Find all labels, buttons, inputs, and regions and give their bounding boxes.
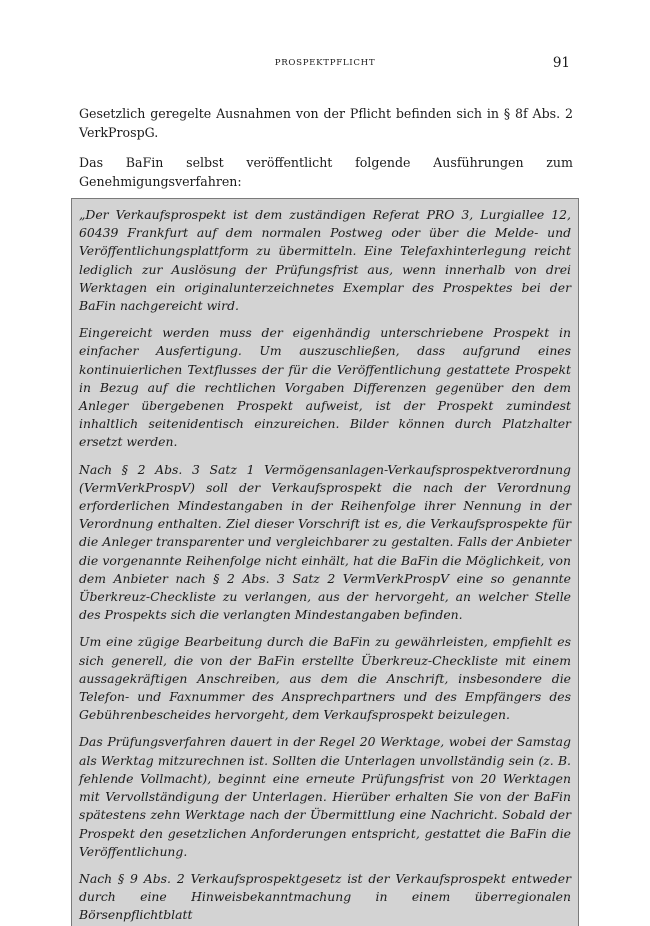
bafin-quote-box xyxy=(71,198,579,926)
quote-paragraph: Um eine zügige Bearbeitung durch die BaFin zu gewährleisten, empfiehlt es sich generell, die von der BaFin erstellte Überkreuz-Checkliste mit einem aussagekräftigen Anschreiben, aus dem die Anschrift, insbesondere die Telefon- und Faxnummer des Ansprechpartners und des Empfängers des Gebührenbescheides hervorgeht, dem Verkaufsprospekt beizulegen. xyxy=(79,634,571,723)
intro-paragraph: Gesetzlich geregelte Ausnahmen von der Pflicht befinden sich in § 8f Abs. 2 VerkProspG. xyxy=(79,106,573,140)
quote-paragraph: Eingereicht werden muss der eigenhändig unterschriebene Prospekt in einfacher Ausfertigung. Um auszuschließen, dass aufgrund eines kontinuierlichen Textflusses der für die Veröffentlichung gestattete Prospekt in Bezug auf die rechtlichen Vorgaben Differenzen gegenüber den dem Anleger übergebenen Prospekt aufweist, ist der Prospekt zumindest inhaltlich seitenidentisch einzureichen. Bilder können durch Platzhalter ersetzt werden. xyxy=(79,325,571,450)
quote-paragraph: Nach § 2 Abs. 3 Satz 1 Vermögensanlagen-Verkaufsprospektverordnung (VermVerkProspV) soll der Verkaufsprospekt die nach der Verordnung erforderlichen Mindestangaben in der Reihenfolge ihrer Nennung in der Verordnung enthalten. Ziel dieser Vorschrift ist es, die Verkaufsprospekte für die Anleger transparenter und vergleichbarer zu gestalten. Falls der Anbieter die vorgenannte Reihenfolge nicht einhält, hat die BaFin die Möglichkeit, von dem Anbieter nach § 2 Abs. 3 Satz 2 VermVerkProspV eine so genannte Überkreuz-Checkliste zu verlangen, aus der hervorgeht, an welcher Stelle des Prospekts sich die verlangten Mindestangaben befinden. xyxy=(79,461,571,623)
body-text xyxy=(79,104,573,202)
quote-paragraph: Nach § 9 Abs. 2 Verkaufsprospektgesetz ist der Verkaufsprospekt entweder durch eine Hinweisbekanntmachung in einem überregionalen Börsenpflichtblatt xyxy=(79,870,571,923)
intro-paragraph: Das BaFin selbst veröffentlicht folgende Ausführungen zum Genehmigungsverfahren: xyxy=(79,155,573,189)
running-header xyxy=(0,57,650,73)
page-number: 91 xyxy=(552,55,570,71)
quote-paragraph: „Der Verkaufsprospekt ist dem zuständigen Referat PRO 3, Lurgiallee 12, 60439 Frankfurt auf dem normalen Postweg oder über die Melde- und Veröffentlichungsplattform zu übermitteln. Eine Telefaxhinterlegung reicht lediglich zur Auslösung der Prüfungsfrist aus, wenn innerhalb von drei Werktagen ein originalunterzeichnetes Exemplar des Prospektes bei der BaFin nachgereicht wird. xyxy=(79,207,571,314)
running-title: PROSPEKTPFLICHT xyxy=(274,58,376,68)
quote-paragraph: Das Prüfungsverfahren dauert in der Regel 20 Werktage, wobei der Samstag als Werktag mitzurechnen ist. Sollten die Unterlagen unvollständig sein (z. B. fehlende Vollmacht), beginnt eine erneute Prüfungsfrist von 20 Werktagen mit Vervollständigung der Unterlagen. Hierüber erhalten Sie von der BaFin spätestens zehn Werktage nach der Übermittlung eine Nachricht. Sobald der Prospekt den gesetzlichen Anforderungen entspricht, gestattet die BaFin die Veröffentlichung. xyxy=(79,734,571,859)
